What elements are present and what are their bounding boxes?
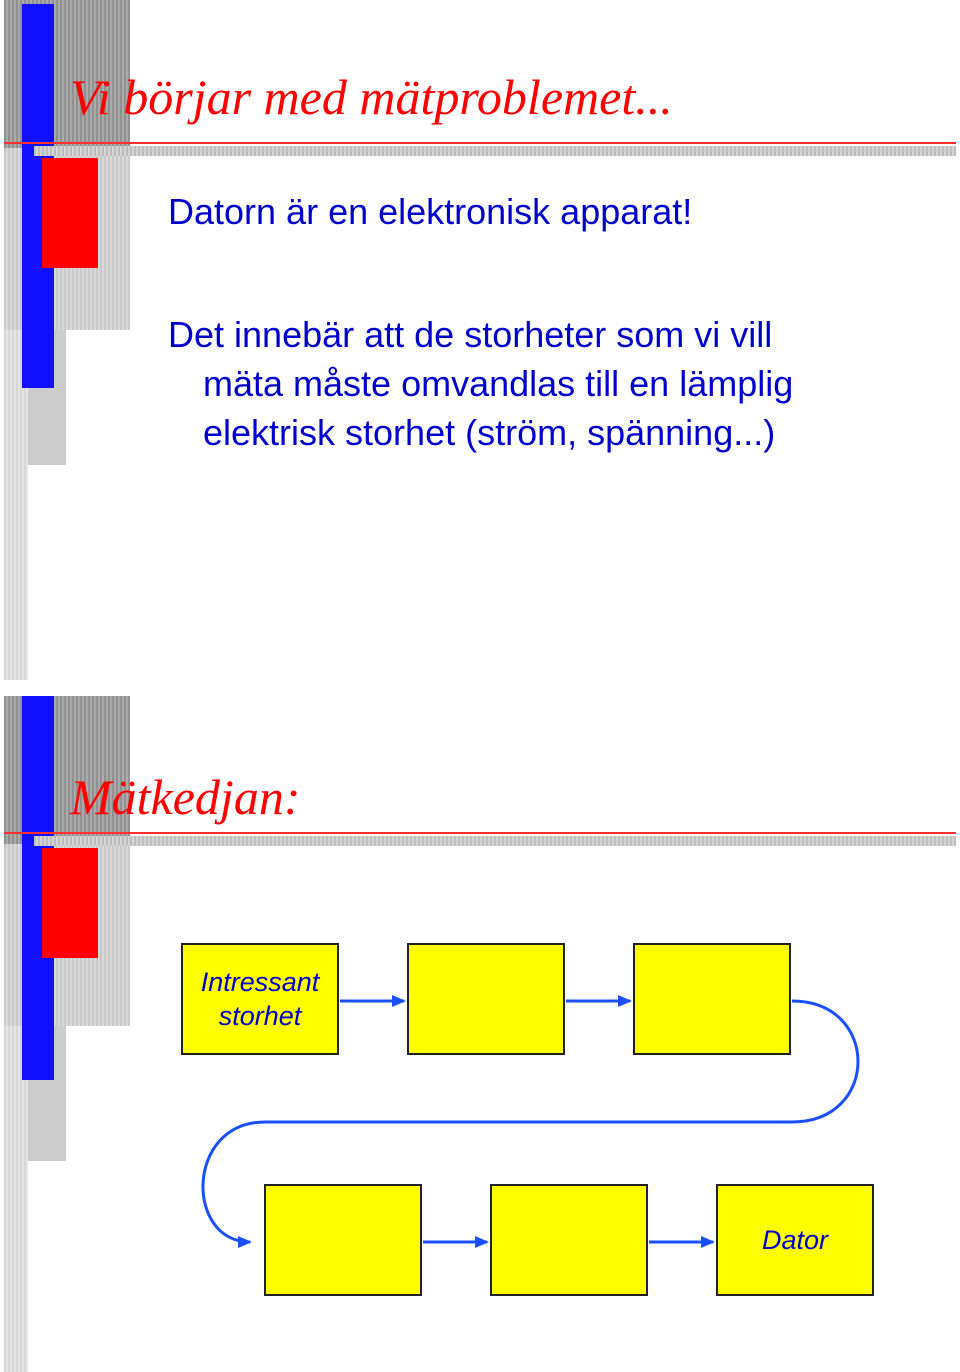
chain-box-3 <box>633 943 791 1055</box>
box-label: Dator <box>761 1225 829 1255</box>
title-underline-shadow <box>34 146 956 156</box>
chain-box-dator <box>716 1184 874 1296</box>
box-label: Intressant <box>200 967 320 997</box>
decor-red-block <box>42 158 98 268</box>
paragraph-line: mäta måste omvandlas till en lämplig <box>203 363 794 404</box>
box-label: storhet <box>218 1001 302 1031</box>
chain-box-intressant-storhet <box>181 943 339 1055</box>
slide-subtitle: Datorn är en elektronisk apparat! <box>168 191 693 232</box>
slide-title: Vi börjar med mätproblemet... <box>70 69 673 125</box>
slide-2 <box>0 690 960 1372</box>
paragraph-line: Det innebär att de storheter som vi vill <box>168 314 773 355</box>
slide-paragraph <box>168 310 928 457</box>
chain-box-5 <box>490 1184 648 1296</box>
title-underline <box>4 142 956 144</box>
chain-box-4 <box>264 1184 422 1296</box>
chain-box-2 <box>407 943 565 1055</box>
paragraph-line: elektrisk storhet (ström, spänning...) <box>203 412 776 453</box>
slide-title: Mätkedjan: <box>70 769 301 825</box>
